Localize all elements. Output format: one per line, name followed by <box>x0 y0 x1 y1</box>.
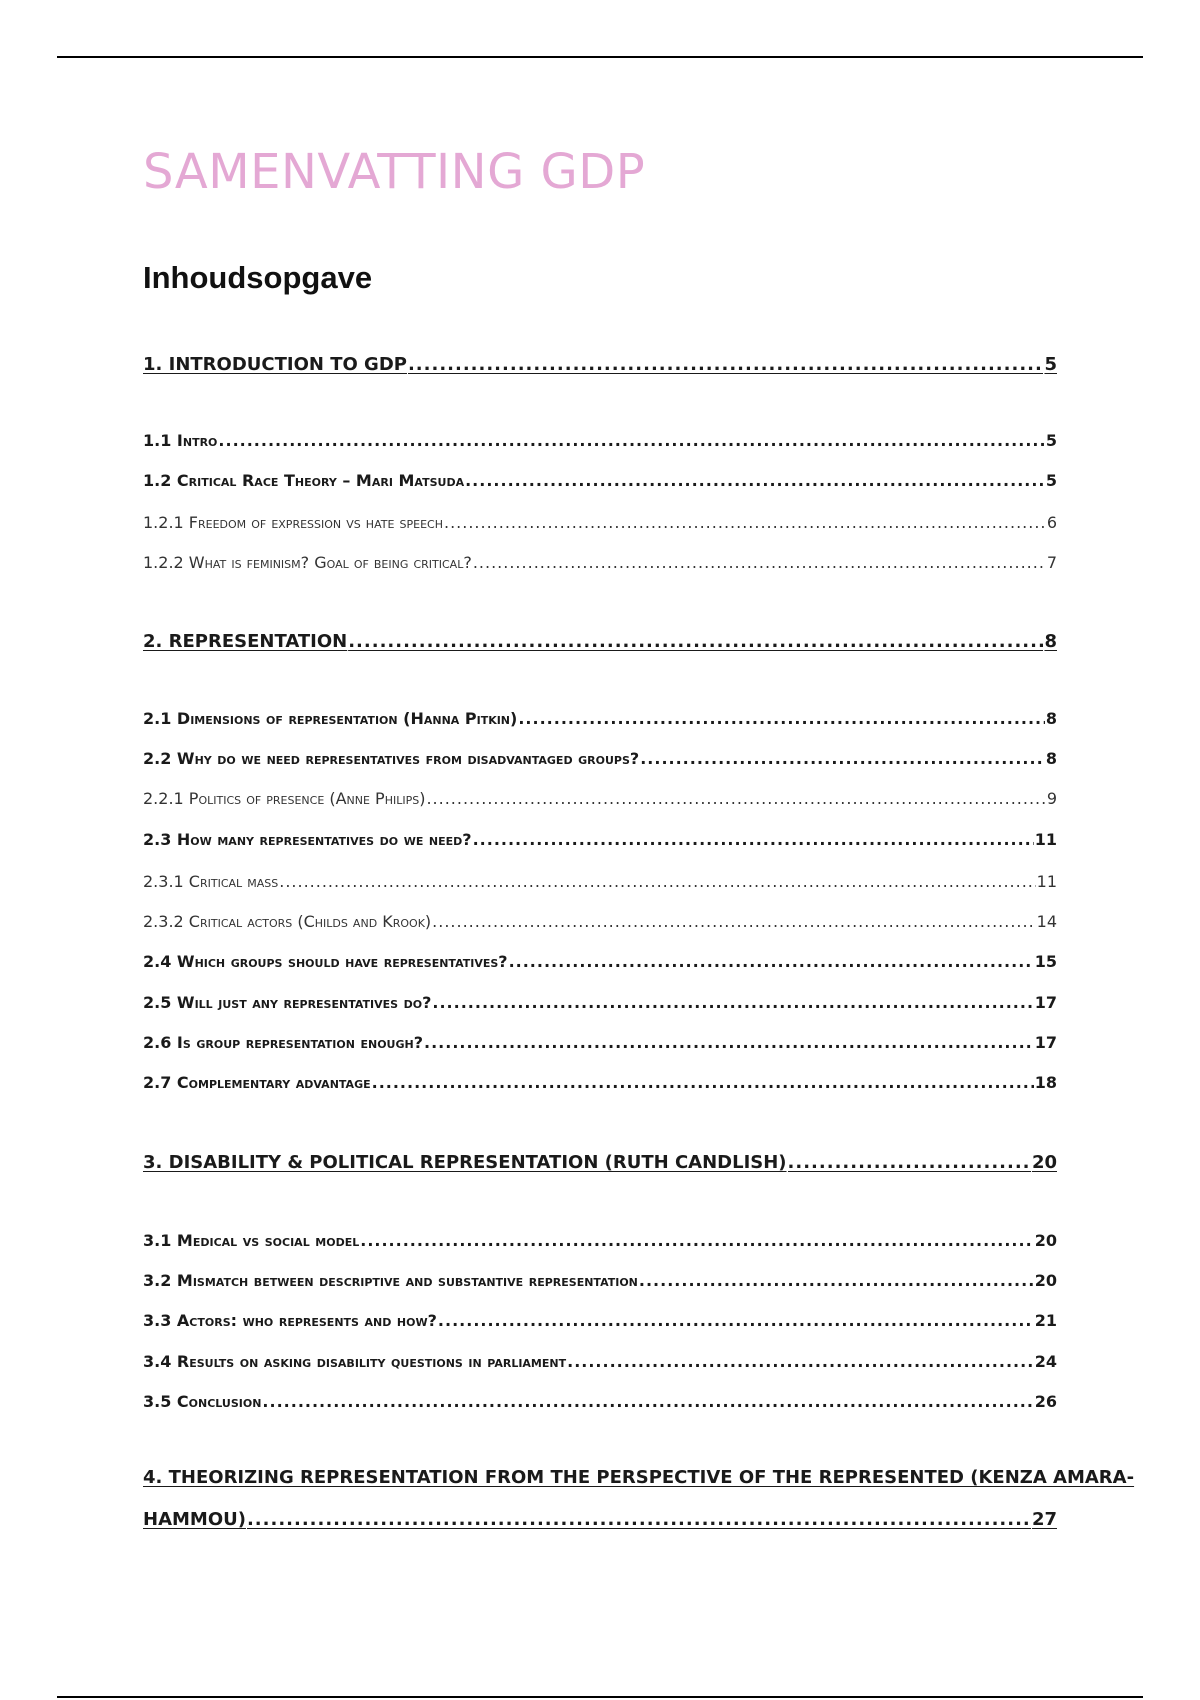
toc-entry-page: 9 <box>1046 789 1057 808</box>
toc-leader-dots <box>432 993 1033 1012</box>
toc-entry-page: 21 <box>1034 1311 1057 1330</box>
toc-entry[interactable] <box>143 1231 1057 1250</box>
toc-entry[interactable] <box>143 749 1057 768</box>
toc-leader-dots <box>465 471 1045 490</box>
toc-entry-page: 18 <box>1034 1073 1057 1092</box>
toc-leader-dots <box>360 1231 1034 1250</box>
toc-entry[interactable] <box>143 431 1057 450</box>
toc-entry[interactable] <box>143 553 1057 572</box>
toc-entry-page: 7 <box>1046 553 1057 572</box>
toc-leader-dots <box>424 1033 1034 1052</box>
toc-entry-page: 17 <box>1034 1033 1057 1052</box>
toc-entry-label: 1.2 Critical Race Theory – Mari Matsuda <box>143 471 465 490</box>
toc-entry-label: 2.3.2 Critical actors (Childs and Krook) <box>143 912 432 931</box>
toc-entry[interactable] <box>143 993 1057 1012</box>
toc-leader-dots <box>247 1509 1031 1530</box>
toc-entry-page: 5 <box>1045 471 1057 490</box>
toc-leader-dots <box>432 912 1035 931</box>
toc-entry-page: 8 <box>1045 749 1057 768</box>
toc-entry[interactable] <box>143 789 1057 808</box>
toc-leader-dots <box>788 1152 1031 1173</box>
toc-entry[interactable] <box>143 1392 1057 1411</box>
toc-leader-dots <box>348 631 1043 652</box>
toc-entry-label: 3.1 Medical vs social model <box>143 1231 360 1250</box>
toc-leader-dots <box>567 1352 1034 1371</box>
toc-leader-dots <box>372 1073 1034 1092</box>
toc-entry-page: 20 <box>1034 1231 1057 1250</box>
toc-entry-page: 5 <box>1045 431 1057 450</box>
toc-heading: Inhoudsopgave <box>143 260 373 295</box>
toc-entry-page: 15 <box>1034 952 1057 971</box>
toc-entry-page: 24 <box>1034 1352 1057 1371</box>
toc-entry[interactable] <box>143 912 1057 931</box>
toc-entry[interactable] <box>143 471 1057 490</box>
toc-leader-dots <box>426 789 1045 808</box>
toc-entry-label: 3.4 Results on asking disability questions in parliament <box>143 1352 567 1371</box>
toc-entry-page: 6 <box>1046 513 1057 532</box>
toc-entry-page: 8 <box>1045 709 1057 728</box>
toc-entry-label: 1. INTRODUCTION TO GDP <box>143 354 407 375</box>
toc-entry[interactable] <box>143 354 1057 375</box>
toc-leader-dots <box>218 431 1044 450</box>
toc-entry-label: 2. REPRESENTATION <box>143 631 348 652</box>
toc-leader-dots <box>438 1311 1034 1330</box>
toc-entry-label: 3.3 Actors: who represents and how? <box>143 1311 437 1330</box>
toc-entry-label-line1[interactable]: 4. THEORIZING REPRESENTATION FROM THE PERSPECTIVE OF THE REPRESENTED (KENZA AMARA- <box>143 1467 1135 1488</box>
toc-entry[interactable] <box>143 1352 1057 1371</box>
toc-entry-label: 1.1 Intro <box>143 431 218 450</box>
toc-entry[interactable] <box>143 1152 1057 1173</box>
toc-leader-dots <box>473 553 1046 572</box>
toc-leader-dots <box>279 872 1035 891</box>
toc-entry-page: 11 <box>1034 830 1057 849</box>
toc-entry-label: 2.2 Why do we need representatives from disadvantaged groups? <box>143 749 640 768</box>
toc-entry-label: 2.4 Which groups should have representatives? <box>143 952 508 971</box>
toc-entry[interactable] <box>143 631 1057 652</box>
toc-entry-label: 2.6 Is group representation enough? <box>143 1033 423 1052</box>
toc-entry-label: 2.7 Complementary advantage <box>143 1073 371 1092</box>
toc-entry-label: 3. DISABILITY & POLITICAL REPRESENTATION (RUTH CANDLISH) <box>143 1152 787 1173</box>
toc-entry[interactable] <box>143 872 1057 891</box>
toc-entry-label: 2.5 Will just any representatives do? <box>143 993 432 1012</box>
toc-entry-label: 2.2.1 Politics of presence (Anne Philips) <box>143 789 426 808</box>
toc-entry-label: HAMMOU) <box>143 1509 246 1530</box>
toc-entry-page: 11 <box>1036 872 1057 891</box>
toc-entry-page: 26 <box>1034 1392 1057 1411</box>
toc-leader-dots <box>639 1271 1034 1290</box>
toc-entry-label: 1.2.1 Freedom of expression vs hate speech <box>143 513 443 532</box>
toc-entry[interactable] <box>143 952 1057 971</box>
toc-entry[interactable] <box>143 1509 1057 1530</box>
toc-entry-label: 2.1 Dimensions of representation (Hanna Pitkin) <box>143 709 518 728</box>
toc-entry-label: 2.3.1 Critical mass <box>143 872 279 891</box>
toc-entry[interactable] <box>143 513 1057 532</box>
toc-entry-page: 8 <box>1044 631 1057 652</box>
toc-leader-dots <box>640 749 1045 768</box>
toc-entry-page: 27 <box>1031 1509 1057 1530</box>
toc-leader-dots <box>444 513 1046 532</box>
toc-leader-dots <box>518 709 1045 728</box>
toc-entry-label: 3.5 Conclusion <box>143 1392 262 1411</box>
toc-entry[interactable] <box>143 709 1057 728</box>
toc-leader-dots <box>262 1392 1033 1411</box>
toc-entry-page: 20 <box>1031 1152 1057 1173</box>
footer-rule <box>57 1696 1143 1698</box>
toc-leader-dots <box>473 830 1034 849</box>
toc-entry[interactable] <box>143 1073 1057 1092</box>
toc-entry-label: 1.2.2 What is feminism? Goal of being critical? <box>143 553 472 572</box>
toc-entry-label: 2.3 How many representatives do we need? <box>143 830 472 849</box>
toc-entry[interactable] <box>143 1033 1057 1052</box>
toc-entry-page: 17 <box>1034 993 1057 1012</box>
toc-leader-dots <box>408 354 1044 375</box>
toc-entry-page: 14 <box>1036 912 1057 931</box>
header-rule <box>57 56 1143 58</box>
document-title: SAMENVATTING GDP <box>143 144 646 200</box>
toc-leader-dots <box>509 952 1034 971</box>
toc-entry[interactable] <box>143 830 1057 849</box>
toc-entry-page: 20 <box>1034 1271 1057 1290</box>
toc-entry-page: 5 <box>1044 354 1057 375</box>
toc-entry-label: 3.2 Mismatch between descriptive and substantive representation <box>143 1271 638 1290</box>
toc-entry[interactable] <box>143 1271 1057 1290</box>
toc-entry[interactable] <box>143 1311 1057 1330</box>
